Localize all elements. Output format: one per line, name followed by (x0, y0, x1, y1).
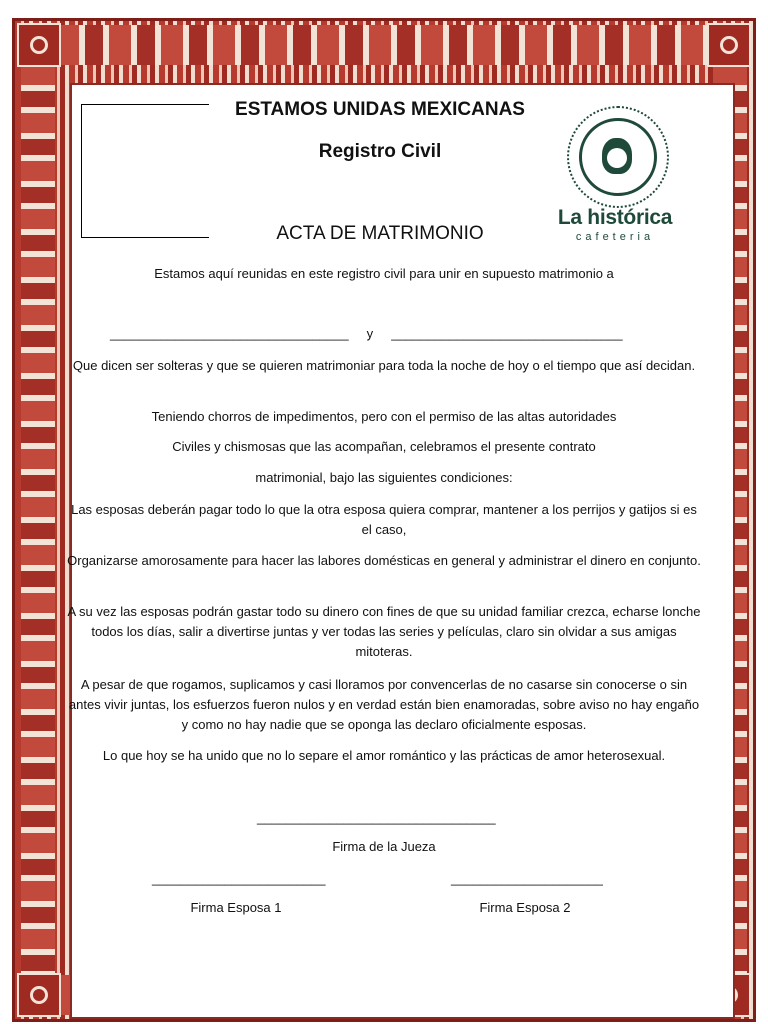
frame-corner-ornament-icon (17, 23, 61, 67)
header-subtitle: Registro Civil (318, 141, 442, 162)
name-blank-left: _________________________________ (110, 326, 349, 341)
document-title: ACTA DE MATRIMONIO (276, 223, 484, 244)
cafe-logo (553, 108, 677, 248)
judge-signature-line: _________________________________ (257, 810, 496, 825)
wife2-signature-label: Firma Esposa 2 (479, 900, 571, 915)
logo-tagline: cafeteria (575, 231, 655, 243)
name-blank-right: ________________________________ (391, 326, 623, 341)
frame-corner-ornament-icon (17, 973, 61, 1017)
spiral-icon (720, 36, 738, 54)
wife1-signature-label: Firma Esposa 1 (190, 900, 282, 915)
spiral-icon (30, 986, 48, 1004)
paragraph-2: Teniendo chorros de impedimentos, pero con el permiso de las altas autoridades (151, 409, 617, 424)
spiral-icon (30, 36, 48, 54)
judge-signature-label: Firma de la Jueza (332, 839, 436, 854)
frame-corner-ornament-icon (707, 23, 751, 67)
paragraph-6: Organizarse amorosamente para hacer las labores domésticas en general y administrar el dinero en conjunto. (67, 553, 701, 568)
intro-paragraph: Estamos aquí reunidas en este registro civil para unir en supuesto matrimonio a (154, 266, 614, 281)
paragraph-7: A su vez las esposas podrán gastar todo su dinero con fines de que su unidad familiar crezca, echarse lonche todos los días, salir a divertirse juntas y ver todas las series y películas, claro sin olvidar a sus amigas mitoteras. (67, 604, 701, 659)
wife1-signature-line: ________________________ (152, 871, 326, 886)
paragraph-1: Que dicen ser solteras y que se quieren matrimoniar para toda la noche de hoy o el tiempo que así decidan. (72, 358, 696, 373)
paragraph-9: Lo que hoy se ha unido que no lo separe el amor romántico y las prácticas de amor heterosexual. (102, 748, 666, 763)
paragraph-8: A pesar de que rogamos, suplicamos y casi lloramos por convencerlas de no casarse sin conocerse o sin antes vivir juntas, los esfuerzos fueron nulos y en verdad están bien enamoradas, sobre aviso no hay engaño y como no hay nadie que se oponga las declaro oficialmente esposas. (68, 677, 700, 732)
paragraph-3: Civiles y chismosas que las acompañan, celebramos el presente contrato (172, 439, 596, 454)
frame-border-left (21, 65, 55, 975)
wife2-signature-line: _____________________ (451, 871, 603, 886)
header-title: ESTAMOS UNIDAS MEXICANAS (235, 99, 525, 120)
paragraph-5: Las esposas deberán pagar todo lo que la otra esposa quiera comprar, mantener a los perrijos y gatijos si es el caso, (71, 502, 697, 537)
logo-name: La histórica (557, 206, 673, 229)
portrait-face-detail (607, 148, 627, 168)
connector-text: y (366, 326, 374, 341)
names-blank-row (110, 326, 660, 341)
paragraph-4: matrimonial, bajo las siguientes condiciones: (255, 470, 513, 485)
photo-placeholder (81, 104, 209, 238)
frame-border-top (57, 25, 711, 65)
